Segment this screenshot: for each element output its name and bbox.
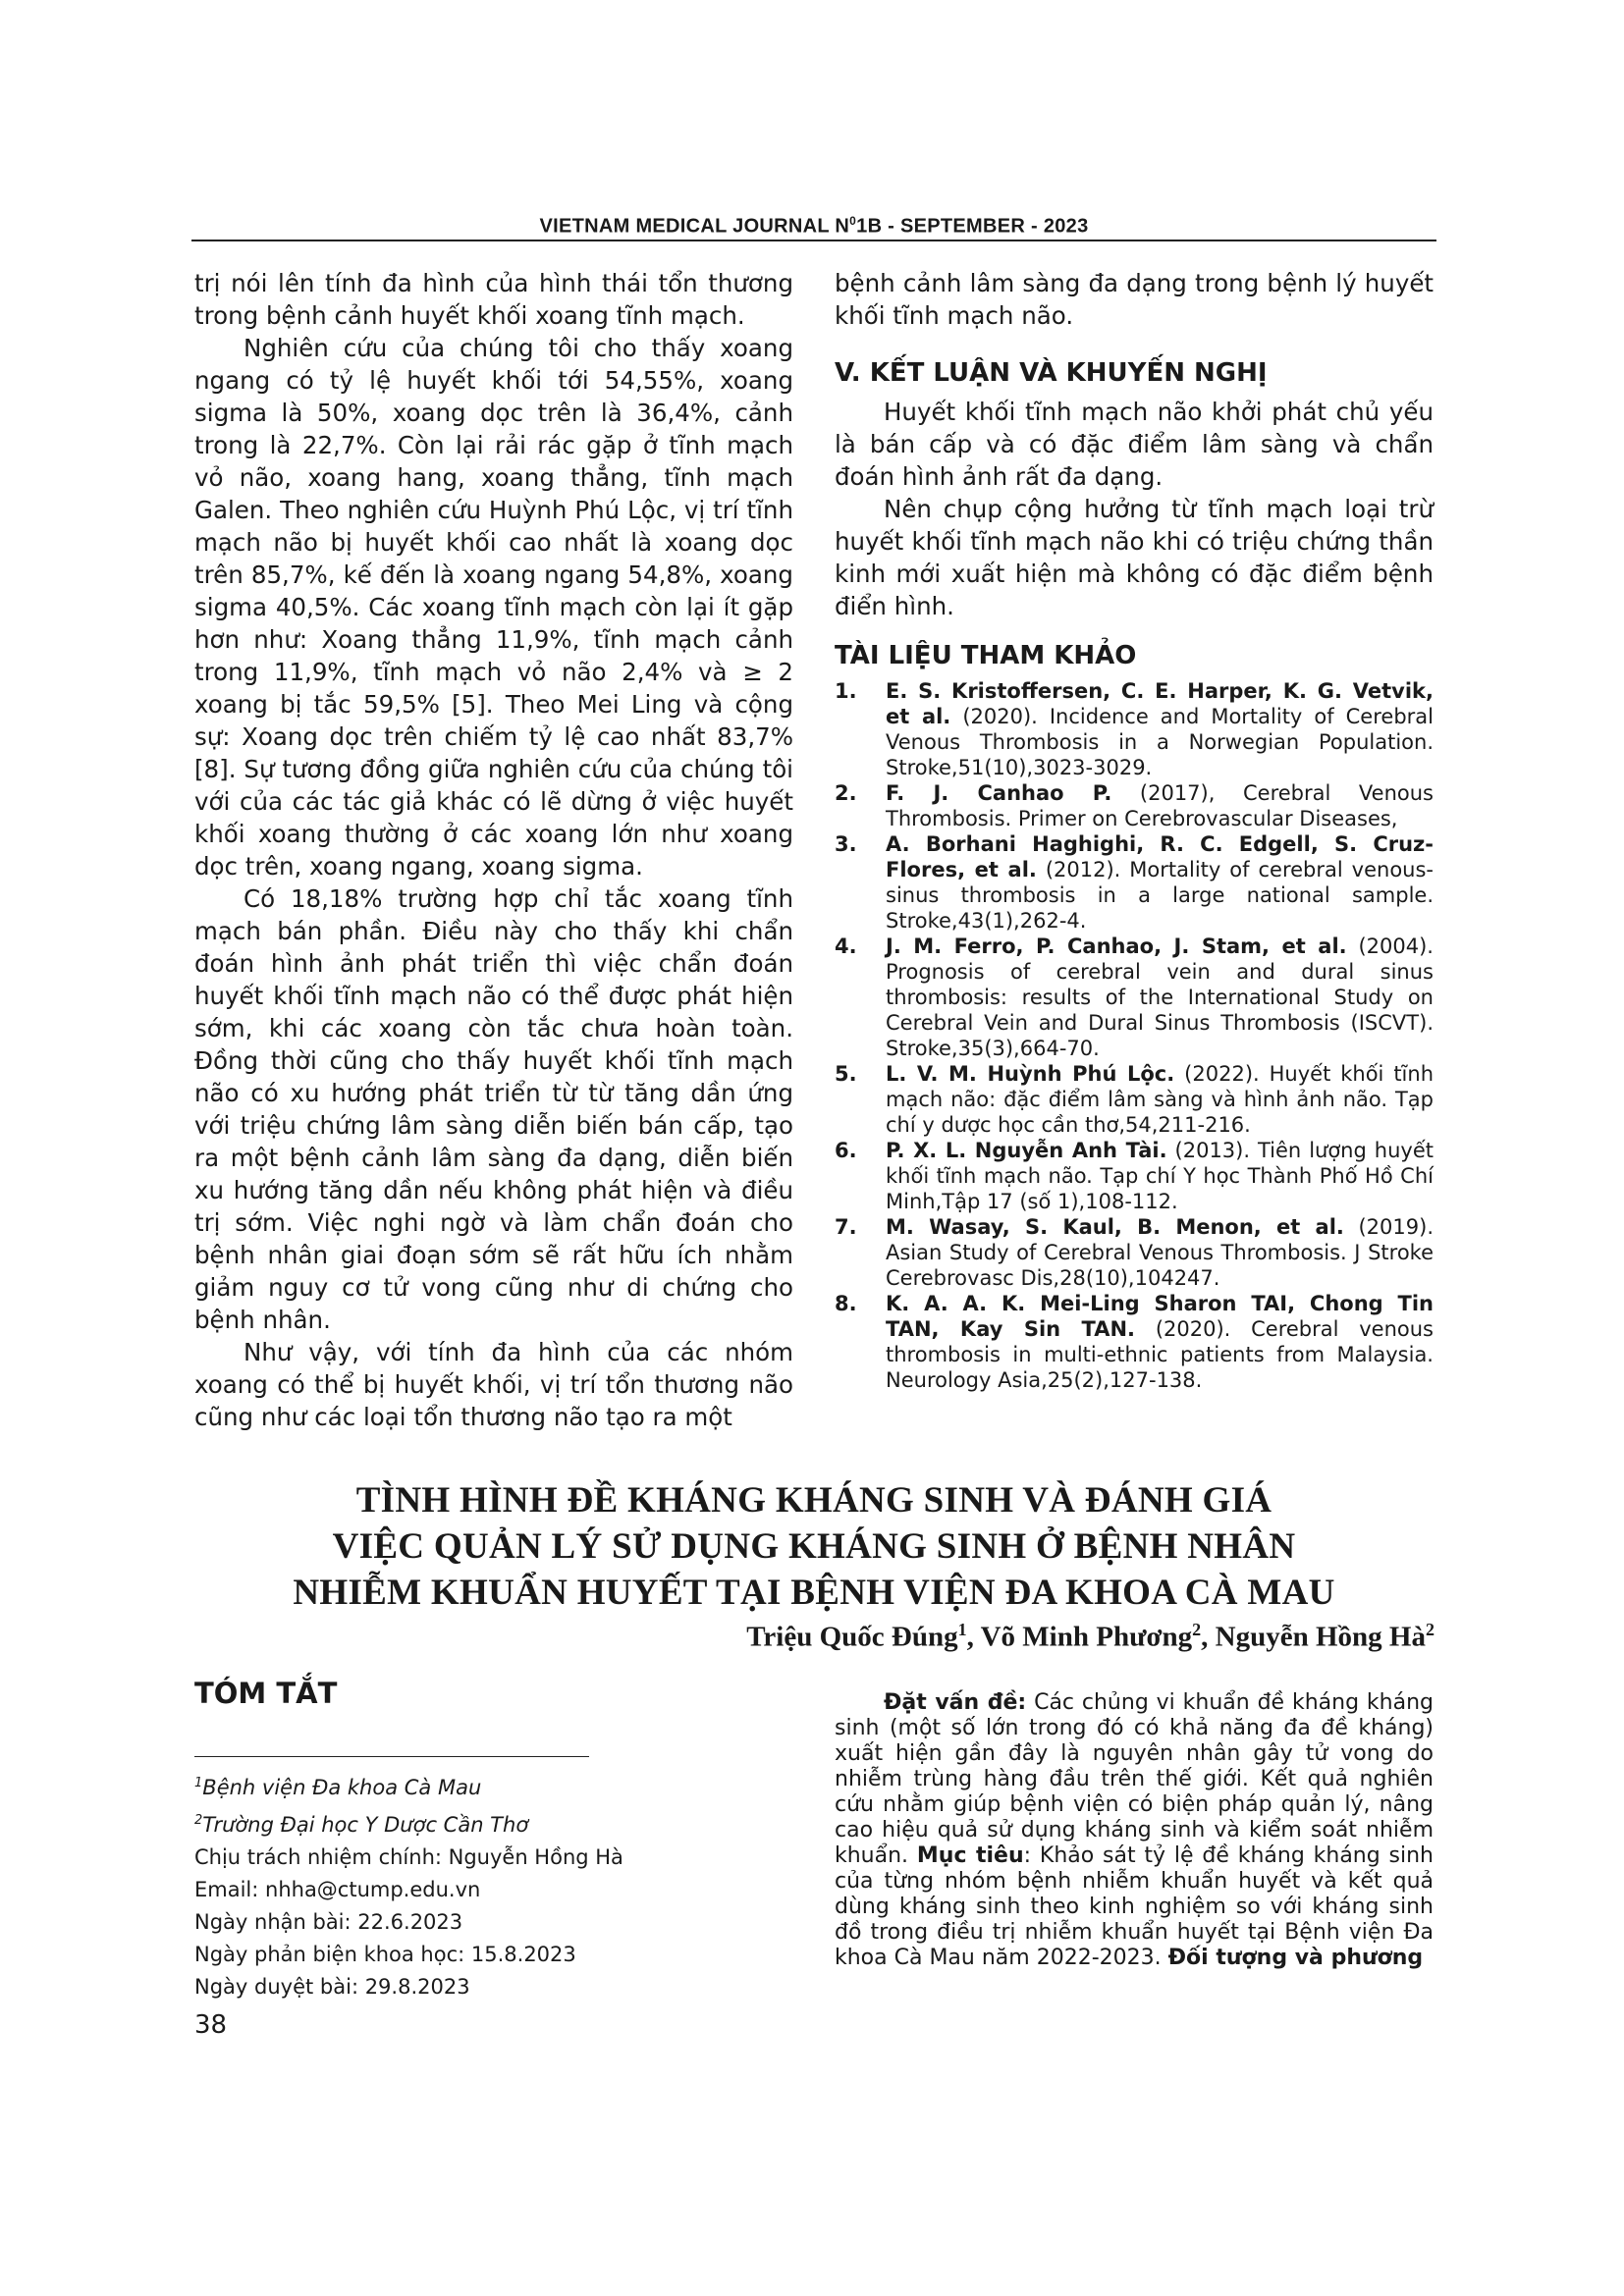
reference-authors: A. Borhani Haghighi, R. C. Edgell, S. Cruz-Flores, et al. — [886, 832, 1434, 881]
abstract-label-objective: Mục tiêu — [916, 1843, 1024, 1868]
reference-number: 1. — [835, 679, 857, 703]
affiliation-text: Trường Đại học Y Dược Cần Thơ — [202, 1813, 529, 1837]
reference-number: 7. — [835, 1215, 857, 1239]
reference-authors: J. M. Ferro, P. Canhao, J. Stam, et al. — [886, 934, 1347, 958]
reference-number: 5. — [835, 1062, 857, 1086]
affiliation-2 — [194, 1804, 784, 1842]
journal-issue-sup: 0 — [849, 214, 857, 228]
reference-item — [835, 1291, 1434, 1393]
author-name: Triệu Quốc Đúng — [746, 1621, 958, 1653]
affiliation-sup: 1 — [194, 1776, 203, 1790]
reference-number: 3. — [835, 832, 857, 856]
reference-authors: L. V. M. Huỳnh Phú Lộc. — [886, 1062, 1175, 1086]
abstract-heading: TÓM TẮT — [194, 1677, 338, 1710]
reference-authors: K. A. A. K. Mei-Ling Sharon TAI, Chong Tin TAN, Kay Sin TAN. — [886, 1292, 1434, 1341]
affiliation-sup: 2 — [194, 1813, 203, 1828]
author-name: Võ Minh Phương — [980, 1621, 1193, 1653]
reference-item — [835, 780, 1434, 831]
reference-item — [835, 934, 1434, 1061]
abstract-label-background: Đặt vấn đề: — [884, 1690, 1027, 1715]
author-separator: , — [1201, 1621, 1216, 1653]
abstract-objective-text: : Khảo sát tỷ lệ đề kháng kháng sinh của từng nhóm bệnh nhiễm khuẩn huyết và kết quả dùng kháng sinh theo kinh nghiệm so với kháng sinh đồ trong điều trị nhiễm khuẩn huyết tại Bệnh viện Đa khoa Cà Mau năm 2022-2023. — [835, 1843, 1435, 1970]
date-reviewed: Ngày phản biện khoa học: 15.8.2023 — [194, 1943, 576, 1966]
reference-authors: P. X. L. Nguyễn Anh Tài. — [886, 1139, 1167, 1162]
discussion-paragraph-2: Nghiên cứu của chúng tôi cho thấy xoang ngang có tỷ lệ huyết khối tới 54,55%, xoang sigma là 50%, xoang dọc trên là 36,4%, cảnh trong là 22,7%. Còn lại rải rác gặp ở tĩnh mạch vỏ não, xoang hang, xoang thẳng, tĩnh mạch Galen. Theo nghiên cứu Huỳnh Phú Lộc, vị trí tĩnh mạch não bị huyết khối cao nhất là xoang dọc trên 85,7%, kế đến là xoang ngang 54,8%, xoang sigma 40,5%. Các xoang tĩnh mạch còn lại ít gặp hơn như: Xoang thẳng 11,9%, tĩnh mạch cảnh trong 11,9%, tĩnh mạch vỏ não 2,4% và ≥ 2 xoang bị tắc 59,5% [5]. Theo Mei Ling và cộng sự: Xoang dọc trên chiếm tỷ lệ cao nhất 83,7% [8]. Sự tương đồng giữa nghiên cứu của chúng tôi với của các tác giả khác có lẽ dừng ở việc huyết khối xoang thường ở các xoang lớn như xoang dọc trên, xoang ngang, xoang sigma. — [194, 334, 793, 881]
contact-email: Email: nhha@ctump.edu.vn — [194, 1878, 481, 1901]
reference-details: (2020). Cerebral venous thrombosis in multi-ethnic patients from Malaysia. Neurology Asia,25(2),127-138. — [886, 1317, 1434, 1392]
article-title-line: TÌNH HÌNH ĐỀ KHÁNG KHÁNG SINH VÀ ĐÁNH GIÁ — [355, 1480, 1272, 1521]
reference-number: 8. — [835, 1292, 857, 1315]
reference-item — [835, 831, 1434, 934]
discussion-paragraph-3: Có 18,18% trường hợp chỉ tắc xoang tĩnh mạch bán phần. Điều này cho thấy khi chẩn đoán hình ảnh phát triển thì việc chẩn đoán huyết khối tĩnh mạch não có thể được phát hiện sớm, khi các xoang còn tắc chưa hoàn toàn. Đồng thời cũng cho thấy huyết khối tĩnh mạch não có xu hướng phát triển từ từ tăng dần ứng với triệu chứng lâm sàng diễn biến bán cấp, tạo ra một bệnh cảnh lâm sàng đa dạng, diễn biến xu hướng tăng dần nếu không phát hiện và điều trị sớm. Việc nghi ngờ và làm chẩn đoán cho bệnh nhân giai đoạn sớm sẽ rất hữu ích nhằm giảm nguy cơ tử vong cũng như di chứng cho bệnh nhân. — [194, 884, 793, 1334]
reference-authors: M. Wasay, S. Kaul, B. Menon, et al. — [886, 1215, 1344, 1239]
abstract-background-text: Các chủng vi khuẩn đề kháng kháng sinh (một số lớn trong đó có khả năng đa đề kháng) xuất hiện gần đây là nguyên nhân gây tử vong do nhiễm trùng hàng đầu trên thế giới. Kết quả nghiên cứu nhằm giúp bệnh viện có biện pháp quản lý, nâng cao hiệu quả sử dụng kháng sinh và kiểm soát nhiễm khuẩn. — [835, 1690, 1434, 1868]
page-number: 38 — [194, 2010, 228, 2040]
author-separator: , — [966, 1621, 981, 1653]
reference-item — [835, 1138, 1434, 1214]
article-title-line: VIỆC QUẢN LÝ SỬ DỤNG KHÁNG SINH Ở BỆNH NHÂN — [332, 1526, 1296, 1567]
reference-details: (2019). Asian Study of Cerebral Venous Thrombosis. J Stroke Cerebrovasc Dis,28(10),104247. — [886, 1215, 1434, 1290]
author-name: Nguyễn Hồng Hà — [1215, 1621, 1426, 1653]
author-affiliation-sup: 2 — [1192, 1620, 1202, 1639]
abstract-label-methods: Đối tượng và phương — [1167, 1946, 1424, 1970]
author-affiliation-sup: 1 — [957, 1620, 967, 1639]
reference-details: (2004). Prognosis of cerebral vein and dural sinus thrombosis: results of the International Study on Cerebral Vein and Dural Sinus Thrombosis (ISCVT). Stroke,35(3),664-70. — [886, 934, 1434, 1060]
reference-authors: F. J. Canhao P. — [886, 781, 1112, 805]
reference-number: 6. — [835, 1139, 857, 1162]
reference-details: (2022). Huyết khối tĩnh mạch não: đặc điểm lâm sàng và hình ảnh não. Tạp chí y dược học cần thơ,54,211-216. — [886, 1062, 1435, 1137]
header-rule — [191, 240, 1436, 241]
responsible-author: Chịu trách nhiệm chính: Nguyễn Hồng Hà — [194, 1845, 623, 1869]
affiliation-text: Bệnh viện Đa khoa Cà Mau — [202, 1776, 482, 1799]
references-heading: TÀI LIỆU THAM KHẢO — [835, 641, 1137, 670]
article-title — [191, 1477, 1436, 1616]
left-column — [194, 267, 793, 1433]
discussion-paragraph-4: Như vậy, với tính đa hình của các nhóm xoang có thể bị huyết khối, vị trí tổn thương não cũng như các loại tổn thương não tạo ra một — [194, 1338, 793, 1431]
reference-authors: E. S. Kristoffersen, C. E. Harper, K. G. Vetvik, et al. — [886, 679, 1434, 728]
date-received: Ngày nhận bài: 22.6.2023 — [194, 1910, 463, 1934]
footnotes — [194, 1767, 784, 2003]
author-affiliation-sup: 2 — [1426, 1620, 1435, 1639]
journal-name-prefix: VIETNAM MEDICAL JOURNAL N — [539, 215, 850, 238]
affiliation-1 — [194, 1767, 784, 1804]
reference-number: 2. — [835, 781, 857, 805]
journal-header — [191, 214, 1436, 239]
discussion-paragraph-1: trị nói lên tính đa hình của hình thái tổn thương trong bệnh cảnh huyết khối xoang tĩnh mạch. — [194, 269, 793, 330]
reference-list — [835, 678, 1434, 1393]
reference-item — [835, 1214, 1434, 1291]
reference-details: (2017), Cerebral Venous Thrombosis. Primer on Cerebrovascular Diseases, — [886, 781, 1434, 830]
journal-name-suffix: 1B - SEPTEMBER - 2023 — [856, 215, 1089, 238]
reference-details: (2020). Incidence and Mortality of Cerebral Venous Thrombosis in a Norwegian Population. Stroke,51(10),3023-3029. — [886, 705, 1434, 779]
reference-details: (2013). Tiên lượng huyết khối tĩnh mạch não. Tạp chí Y học Thành Phố Hồ Chí Minh,Tập 17 (số 1),108-112. — [886, 1139, 1434, 1213]
date-accepted: Ngày duyệt bài: 29.8.2023 — [194, 1975, 470, 1999]
reference-number: 4. — [835, 934, 857, 958]
conclusion-paragraph-2: Nên chụp cộng hưởng từ tĩnh mạch loại trừ huyết khối tĩnh mạch não khi có triệu chứng thần kinh mới xuất hiện mà không có đặc điểm bệnh điển hình. — [835, 495, 1434, 620]
article-title-line: NHIỄM KHUẨN HUYẾT TẠI BỆNH VIỆN ĐA KHOA CÀ MAU — [293, 1573, 1335, 1613]
conclusion-paragraph-1: Huyết khối tĩnh mạch não khởi phát chủ yếu là bán cấp và có đặc điểm lâm sàng và chẩn đoán hình ảnh rất đa dạng. — [835, 398, 1434, 491]
reference-details: (2012). Mortality of cerebral venous-sinus thrombosis in a large national sample. Stroke,43(1),262-4. — [886, 858, 1435, 933]
discussion-continuation: bệnh cảnh lâm sàng đa dạng trong bệnh lý huyết khối tĩnh mạch não. — [835, 269, 1434, 330]
right-column — [835, 267, 1434, 1393]
conclusion-heading: V. KẾT LUẬN VÀ KHUYẾN NGHỊ — [835, 358, 1268, 388]
reference-item — [835, 1061, 1434, 1138]
reference-item — [835, 678, 1434, 780]
author-list — [746, 1620, 1435, 1654]
abstract-body — [835, 1690, 1434, 1971]
footnote-rule — [194, 1756, 589, 1757]
